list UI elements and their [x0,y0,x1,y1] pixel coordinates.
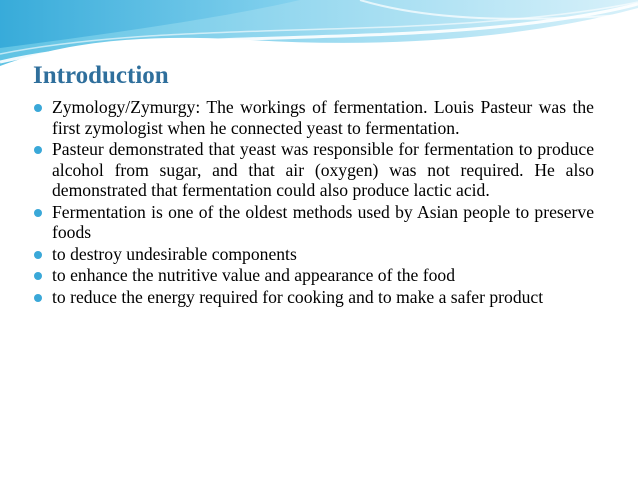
bullet-dot-icon [34,294,42,302]
bullet-dot-icon [34,146,42,154]
bullet-text: to destroy undesirable components [52,243,297,264]
bullet-text: Fermentation is one of the oldest methods used by Asian people to preserve foods [52,201,594,242]
bullet-text: to reduce the energy required for cooking and to make a safer product [52,286,544,307]
list-item [34,97,594,138]
bullet-text: to enhance the nutritive value and appearance of the food [52,265,456,285]
bullet-dot-icon [34,209,42,217]
list-item [34,139,594,201]
bullet-dot-icon [34,104,42,112]
bullet-dot-icon [34,272,42,280]
bullet-list [34,97,594,308]
list-item [34,287,594,308]
list-item [34,202,594,243]
list-item [34,265,594,286]
bullet-text: Zymology/Zymurgy: The workings of fermentation. Louis Pasteur was the first zymologist when he connected yeast to fermentation. [52,97,594,138]
bullet-text: Pasteur demonstrated that yeast was responsible for fermentation to produce alcohol from sugar, and that air (oxygen) was not required. He also demonstrated that fermentation could also produce lactic acid. [52,139,594,200]
bullet-dot-icon [34,251,42,259]
slide-title: Introduction [33,62,169,89]
list-item [34,244,594,265]
